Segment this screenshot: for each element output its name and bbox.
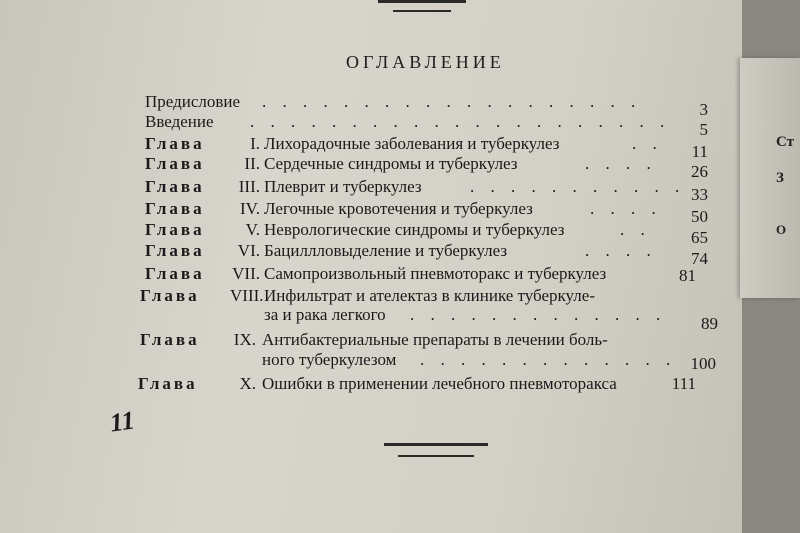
toc-page-number: 5 <box>699 120 708 139</box>
toc-page-number: 65 <box>691 228 708 247</box>
bottom-rule-thick <box>384 443 488 446</box>
chapter-label: Глава <box>145 177 205 196</box>
chapter-title-continued: за и рака легкого <box>264 305 386 324</box>
toc-leader-dots: . . . . . . . . . . . . . <box>420 350 677 369</box>
chapter-title: Инфильтрат и ателектаз в клинике туберкуле- <box>264 286 595 305</box>
toc-leader-dots: . . . . . . . . . . . . . . . . . . . <box>262 92 642 111</box>
chapter-numeral: VIII. <box>230 286 264 305</box>
top-rule-thick <box>378 0 466 3</box>
chapter-label: Глава <box>145 220 205 239</box>
chapter-numeral: V. <box>245 220 260 239</box>
toc-page-number: 26 <box>691 162 708 181</box>
chapter-numeral: III. <box>238 177 260 196</box>
adjacent-page-text: З <box>776 170 784 186</box>
toc-leader-dots: . . . . . . . . . . . <box>470 177 686 196</box>
toc-page-number: 81 <box>679 266 696 285</box>
toc-leader-dots: . . . . <box>585 241 657 260</box>
toc-page-number: 111 <box>671 374 696 393</box>
chapter-title: Ошибки в применении лечебного пневмоторакса <box>262 374 617 393</box>
bottom-rule-thin <box>398 455 474 457</box>
chapter-title: Самопроизвольный пневмоторакс и туберкулез <box>264 264 607 283</box>
page-title: ОГЛАВЛЕНИЕ <box>346 52 505 72</box>
toc-leader-dots: . . . . <box>590 199 662 218</box>
top-rule-thin <box>393 10 451 12</box>
chapter-title: Антибактериальные препараты в лечении боль- <box>262 330 608 349</box>
toc-page-number: 100 <box>690 354 716 373</box>
toc-page-number: 89 <box>701 314 718 333</box>
chapter-numeral: II. <box>244 154 260 173</box>
toc-leader-dots: . . . . . . . . . . . . . <box>410 305 667 324</box>
chapter-numeral: IX. <box>233 330 256 349</box>
chapter-numeral: IV. <box>240 199 260 218</box>
chapter-title: Неврологические синдромы и туберкулез <box>264 220 565 239</box>
chapter-numeral: X. <box>239 374 256 393</box>
adjacent-page-fragment <box>740 58 800 298</box>
toc-page-number: 11 <box>691 142 708 161</box>
chapter-title: Сердечные синдромы и туберкулез <box>264 154 518 173</box>
chapter-title: Бациллловыделение и туберкулез <box>264 241 508 260</box>
toc-leader-dots: . . <box>620 220 651 239</box>
chapter-label: Глава <box>145 154 205 173</box>
chapter-title: Легочные кровотечения и туберкулез <box>264 199 533 218</box>
adjacent-page-text: О <box>776 222 787 237</box>
handwritten-mark: 11 <box>108 405 137 438</box>
chapter-label: Глава <box>145 134 205 153</box>
toc-page-number: 3 <box>699 100 708 119</box>
toc-entry-text: Введение <box>145 112 214 131</box>
chapter-title: Лихорадочные заболевания и туберкулез <box>264 134 560 153</box>
toc-leader-dots: . . <box>632 134 663 153</box>
chapter-label: Глава <box>138 374 198 393</box>
adjacent-page-text: Ст <box>776 134 795 150</box>
toc-page-number: 74 <box>691 249 708 268</box>
chapter-numeral: I. <box>250 134 260 153</box>
chapter-label: Глава <box>140 286 200 305</box>
chapter-numeral: VII. <box>232 264 260 283</box>
chapter-label: Глава <box>145 199 205 218</box>
toc-page-number: 33 <box>691 185 708 204</box>
chapter-label: Глава <box>145 264 205 283</box>
toc-leader-dots: . . . . . . . . . . . . . . . . . . . . . <box>250 112 671 131</box>
chapter-numeral: VI. <box>237 241 260 260</box>
chapter-title: Плеврит и туберкулез <box>264 177 422 196</box>
toc-entry-text: Предисловие <box>145 92 241 111</box>
toc-leader-dots: . . . . <box>585 154 657 173</box>
chapter-title-continued: ного туберкулезом <box>262 350 397 369</box>
toc-page-number: 50 <box>691 207 708 226</box>
chapter-label: Глава <box>140 330 200 349</box>
chapter-label: Глава <box>145 241 205 260</box>
